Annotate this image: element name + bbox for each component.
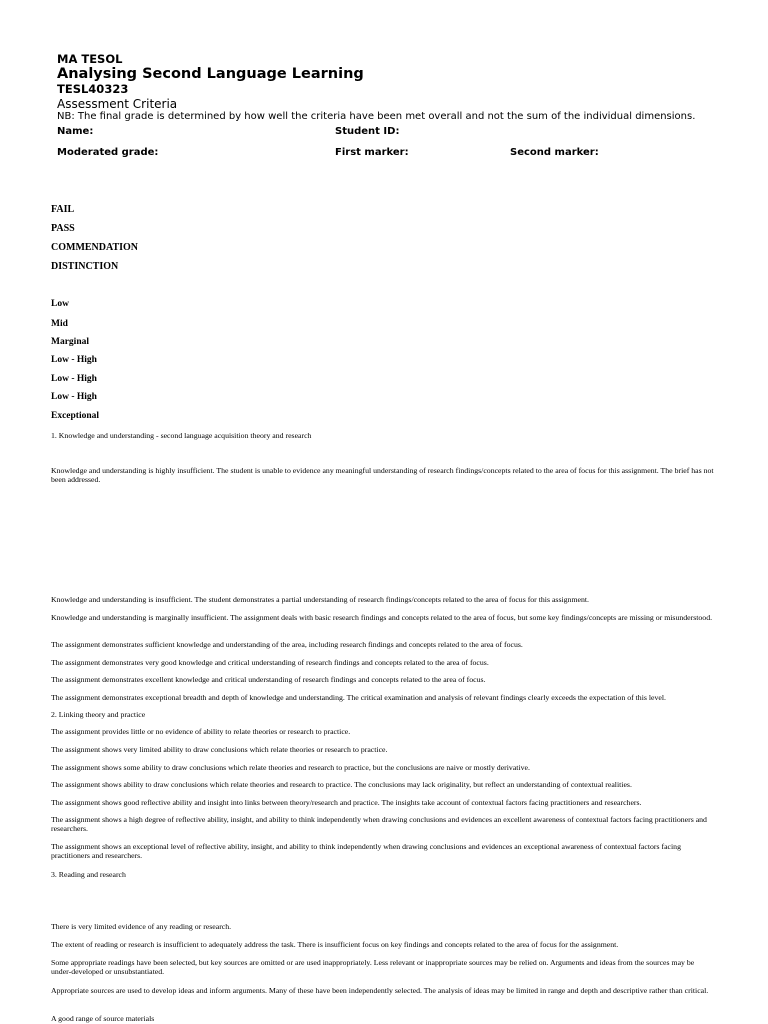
document-title: Assessment Criteria [57, 97, 178, 111]
grade-fail: FAIL [51, 204, 75, 215]
module-title: Analysing Second Language Learning [57, 66, 364, 82]
program-title: MA TESOL [57, 52, 123, 66]
band-label: Low - High [51, 374, 97, 384]
section-heading: 2. Linking theory and practice [51, 710, 146, 719]
criterion-text: The assignment demonstrates excellent knowledge and critical understanding of research findings and concepts related to the area of focus. [51, 675, 486, 684]
second-marker-label: Second marker: [510, 147, 599, 158]
criterion-text: The assignment shows good reflective ability and insight into links between theory/research and practice. The insights take account of contextual factors facing practitioners and researchers. [51, 798, 642, 807]
band-label: Marginal [51, 337, 89, 347]
band-label: Low - High [51, 392, 97, 402]
moderated-grade-label: Moderated grade: [57, 147, 159, 158]
section-heading: 1. Knowledge and understanding - second language acquisition theory and research [51, 431, 312, 440]
criterion-text: The assignment shows an exceptional level of reflective ability, insight, and ability to think independently when drawing conclusions and evidences an exceptional awareness of contextual factors facing practitioners and researchers. [51, 842, 681, 860]
module-code: TESL40323 [57, 82, 129, 96]
criterion-text: There is very limited evidence of any reading or research. [51, 922, 232, 931]
criterion-text: Knowledge and understanding is highly insufficient. The student is unable to evidence any meaningful understanding of research findings/concepts related to the area of focus for this assignment. The brief has not been addressed. [51, 466, 714, 484]
criterion-text: The assignment shows some ability to draw conclusions which relate theories and research to practice, but the conclusions are naive or mostly derivative. [51, 763, 530, 772]
name-label: Name: [57, 126, 94, 137]
criterion-text: Some appropriate readings have been selected, but key sources are omitted or are used inappropriately. Less relevant or inappropriate sources may be relied on. Arguments and ideas from the sources may be under-developed or unsubstantiated. [51, 958, 695, 976]
band-label: Low [51, 299, 69, 309]
band-label: Mid [51, 319, 68, 329]
grading-note: NB: The final grade is determined by how well the criteria have been met overall and not the sum of the individual dimensions. [57, 111, 696, 122]
criterion-text: The assignment provides little or no evidence of ability to relate theories or research to practice. [51, 727, 351, 736]
criterion-text: The assignment demonstrates very good knowledge and critical understanding of research findings and concepts related to the area of focus. [51, 658, 489, 667]
grade-pass: PASS [51, 223, 75, 234]
criterion-text: Knowledge and understanding is insufficient. The student demonstrates a partial understanding of research findings/concepts related to the area of focus for this assignment. [51, 595, 589, 604]
criterion-text: The assignment shows a high degree of reflective ability, insight, and ability to think independently when drawing conclusions and evidences an excellent awareness of contextual factors facing practitioners and researchers. [51, 815, 707, 833]
band-label: Exceptional [51, 411, 100, 421]
first-marker-label: First marker: [335, 147, 409, 158]
section-heading: 3. Reading and research [51, 870, 126, 879]
criterion-text: The assignment shows ability to draw conclusions which relate theories and research to practice. The conclusions may lack originality, but reflect an understanding of contextual realities. [51, 780, 632, 789]
criterion-text: The assignment shows very limited ability to draw conclusions which relate theories or research to practice. [51, 745, 388, 754]
band-label: Low - High [51, 355, 97, 365]
criterion-text: Knowledge and understanding is marginally insufficient. The assignment deals with basic research findings and concepts related to the area of focus, but some key findings/concepts are missing or misunderstood. [51, 613, 713, 622]
criterion-text: Appropriate sources are used to develop ideas and inform arguments. Many of these have been independently selected. The analysis of ideas may be limited in range and depth and descriptive rather than critical. [51, 986, 709, 995]
criterion-text: The assignment demonstrates exceptional breadth and depth of knowledge and understanding. The critical examination and analysis of relevant findings clearly exceeds the expectation of this level. [51, 693, 666, 702]
grade-distinction: DISTINCTION [51, 261, 119, 272]
criterion-text: A good range of source materials [51, 1014, 155, 1023]
criterion-text: The extent of reading or research is insufficient to adequately address the task. There is insufficient focus on key findings and concepts related to the area of focus for the assignment. [51, 940, 619, 949]
grade-commendation: COMMENDATION [51, 242, 139, 253]
student-id-label: Student ID: [335, 126, 400, 137]
criterion-text: The assignment demonstrates sufficient knowledge and understanding of the area, including research findings and concepts related to the area of focus. [51, 640, 523, 649]
